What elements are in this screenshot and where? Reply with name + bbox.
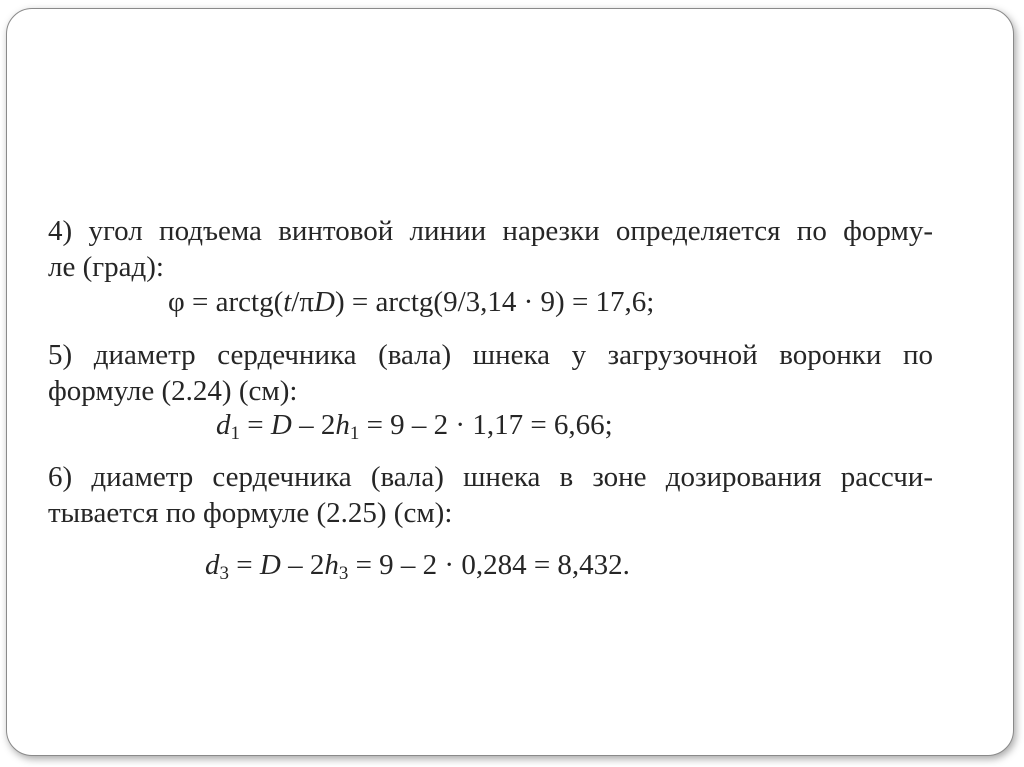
formula-minus: – 2 (280, 549, 325, 581)
formula-sub-d: 1 (230, 423, 240, 444)
formula-rest: = 9 – 2 · 1,17 = 6,66; (359, 409, 613, 441)
formula-var-d: d (216, 409, 231, 441)
formula-eq: = arctg( (184, 286, 284, 318)
formula-var-d: d (205, 549, 220, 581)
formula-phi: φ (168, 286, 185, 318)
formula-helix-angle (168, 285, 654, 319)
formula-eq: = (229, 549, 260, 581)
paragraph-4-line-2: ле (град): (48, 251, 164, 283)
formula-sub-h: 3 (338, 563, 349, 584)
formula-sub-d: 3 (219, 563, 229, 584)
paragraph-5-line-1: 5) диаметр сердечника (вала) шнека у загрузочной воронки по (48, 339, 933, 371)
paragraph-4-line-1: 4) угол подъема винтовой линии нарезки определяется по форму- (48, 215, 933, 247)
formula-sub-h: 1 (349, 423, 360, 444)
formula-d1 (216, 408, 613, 442)
formula-eq: = (240, 409, 271, 441)
formula-rest: = 9 – 2 · 0,284 = 8,432. (348, 549, 630, 581)
formula-var-D: D (314, 286, 335, 318)
formula-var-D: D (270, 409, 292, 441)
paragraph-5-line-2: формуле (2.24) (см): (48, 375, 298, 407)
formula-slash-pi: /π (291, 286, 314, 318)
paragraph-6-line-1: 6) диаметр сердечника (вала) шнека в зоне дозирования рассчи- (48, 461, 933, 493)
formula-d3 (205, 548, 630, 582)
formula-var-t: t (283, 286, 292, 318)
formula-var-h: h (324, 549, 339, 581)
formula-var-D: D (259, 549, 281, 581)
formula-var-h: h (335, 409, 350, 441)
formula-minus: – 2 (291, 409, 336, 441)
formula-rest: ) = arctg(9/3,14 · 9) = 17,6; (334, 286, 655, 318)
paragraph-6-line-2: тывается по формуле (2.25) (см): (48, 497, 453, 529)
